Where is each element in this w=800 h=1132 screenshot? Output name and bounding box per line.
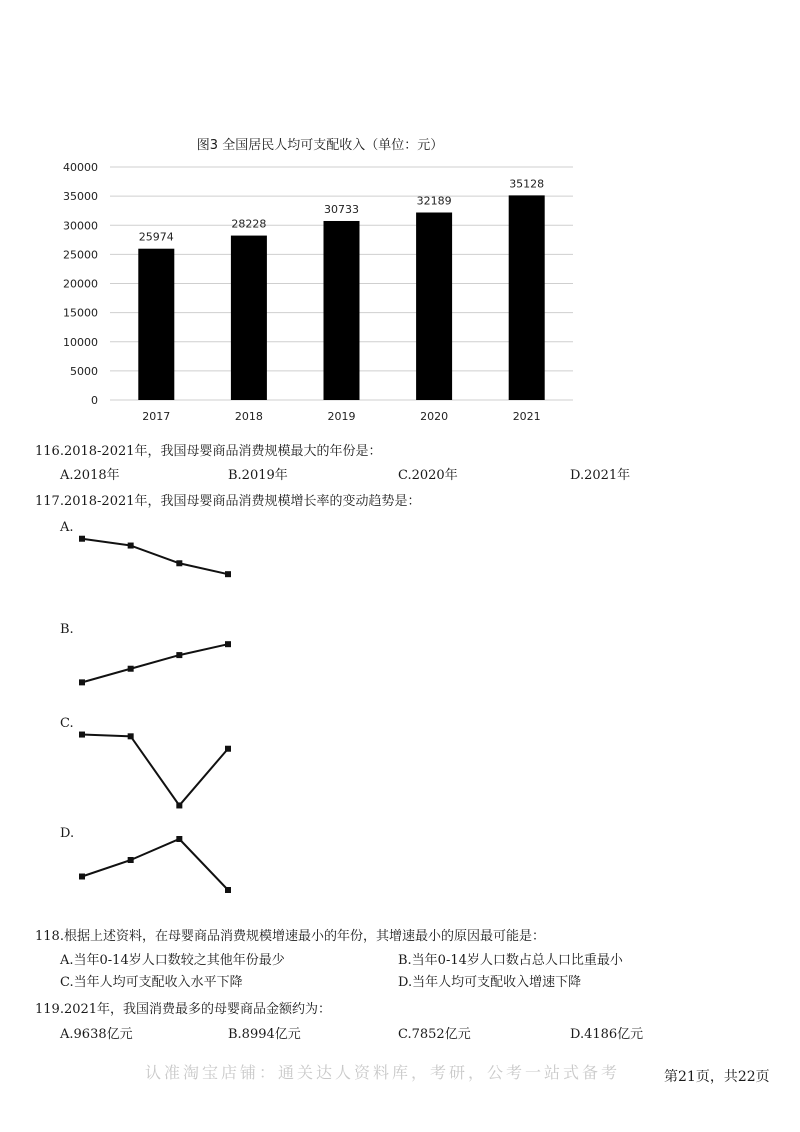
trend-marker bbox=[176, 802, 182, 808]
bar-2019 bbox=[324, 221, 360, 400]
y-tick-label: 15000 bbox=[63, 306, 98, 320]
trend-polyline bbox=[82, 735, 228, 806]
x-tick-label: 2019 bbox=[327, 410, 356, 423]
trend-polyline bbox=[82, 839, 228, 890]
data-label-2019: 30733 bbox=[324, 202, 359, 216]
q117-option-d[interactable]: D. bbox=[60, 826, 75, 841]
q119-option-a[interactable]: A.9638亿元 bbox=[60, 1027, 133, 1042]
y-tick-label: 10000 bbox=[63, 335, 98, 349]
trend-marker bbox=[176, 836, 182, 842]
trend-line-b[interactable] bbox=[70, 630, 250, 702]
data-label-2020: 32189 bbox=[416, 194, 452, 208]
q118-option-a[interactable]: A.当年0-14岁人口数较之其他年份最少 bbox=[60, 953, 285, 968]
data-label-2021: 35128 bbox=[509, 177, 545, 191]
q116-option-c[interactable]: C.2020年 bbox=[398, 468, 458, 483]
chart-title: 图3 全国居民人均可支配收入（单位：元） bbox=[196, 138, 444, 153]
q119-option-d[interactable]: D.4186亿元 bbox=[570, 1027, 644, 1042]
trend-marker bbox=[176, 560, 182, 566]
trend-marker bbox=[79, 874, 85, 880]
trend-marker bbox=[128, 666, 134, 672]
q118-option-b[interactable]: B.当年0-14岁人口数占总人口比重最小 bbox=[398, 953, 623, 968]
data-label-2018: 28228 bbox=[231, 217, 267, 231]
y-tick-label: 40000 bbox=[63, 161, 98, 174]
question-118-stem: 118.根据上述资料，在母婴商品消费规模增速最小的年份，其增速最小的原因最可能是： bbox=[35, 929, 545, 944]
trend-marker bbox=[128, 733, 134, 739]
y-tick-label: 20000 bbox=[63, 277, 98, 291]
y-tick-label: 25000 bbox=[63, 248, 98, 262]
q116-option-b[interactable]: B.2019年 bbox=[228, 468, 288, 483]
question-116-stem: 116.2018-2021年，我国母婴商品消费规模最大的年份是： bbox=[35, 444, 382, 459]
trend-marker bbox=[128, 857, 134, 863]
trend-marker bbox=[225, 571, 231, 577]
q117-option-c[interactable]: C. bbox=[60, 716, 74, 731]
bar-2017 bbox=[138, 249, 174, 400]
trend-marker bbox=[225, 887, 231, 893]
q116-option-d[interactable]: D.2021年 bbox=[570, 468, 631, 483]
page-number: 第21页，共22页 bbox=[664, 1069, 770, 1085]
x-tick-label: 2020 bbox=[420, 410, 449, 423]
watermark-text: 认准淘宝店铺：通关达人资料库，考研，公考一站式备考 bbox=[145, 1063, 621, 1082]
question-119-stem: 119.2021年，我国消费最多的母婴商品金额约为： bbox=[35, 1002, 332, 1017]
q119-option-c[interactable]: C.7852亿元 bbox=[398, 1027, 471, 1042]
trend-line-a[interactable] bbox=[70, 530, 250, 602]
trend-polyline bbox=[82, 539, 228, 574]
x-tick-label: 2017 bbox=[142, 410, 171, 423]
trend-marker bbox=[225, 746, 231, 752]
bar-chart bbox=[55, 155, 585, 425]
q117-option-b[interactable]: B. bbox=[60, 622, 74, 637]
q118-option-d[interactable]: D.当年人均可支配收入增速下降 bbox=[398, 975, 582, 990]
q118-option-c[interactable]: C.当年人均可支配收入水平下降 bbox=[60, 975, 243, 990]
x-tick-label: 2018 bbox=[234, 410, 263, 423]
bar-2020 bbox=[416, 212, 452, 400]
data-label-2017: 25974 bbox=[138, 230, 174, 244]
trend-polyline bbox=[82, 644, 228, 682]
bar-2021 bbox=[509, 195, 545, 400]
trend-marker bbox=[79, 732, 85, 738]
bar-2018 bbox=[231, 236, 267, 400]
trend-marker bbox=[176, 652, 182, 658]
q119-option-b[interactable]: B.8994亿元 bbox=[228, 1027, 301, 1042]
y-tick-label: 5000 bbox=[70, 364, 98, 378]
trend-line-c[interactable] bbox=[70, 725, 250, 815]
trend-marker bbox=[79, 679, 85, 685]
question-117-stem: 117.2018-2021年，我国母婴商品消费规模增长率的变动趋势是： bbox=[35, 494, 421, 509]
y-tick-label: 30000 bbox=[63, 219, 98, 233]
y-tick-label: 0 bbox=[91, 394, 98, 407]
trend-marker bbox=[128, 543, 134, 549]
trend-marker bbox=[79, 536, 85, 542]
trend-marker bbox=[225, 641, 231, 647]
q116-option-a[interactable]: A.2018年 bbox=[60, 468, 120, 483]
trend-line-d[interactable] bbox=[70, 830, 250, 908]
q117-option-a[interactable]: A. bbox=[60, 520, 74, 535]
y-tick-label: 35000 bbox=[63, 190, 98, 204]
x-tick-label: 2021 bbox=[512, 410, 541, 423]
